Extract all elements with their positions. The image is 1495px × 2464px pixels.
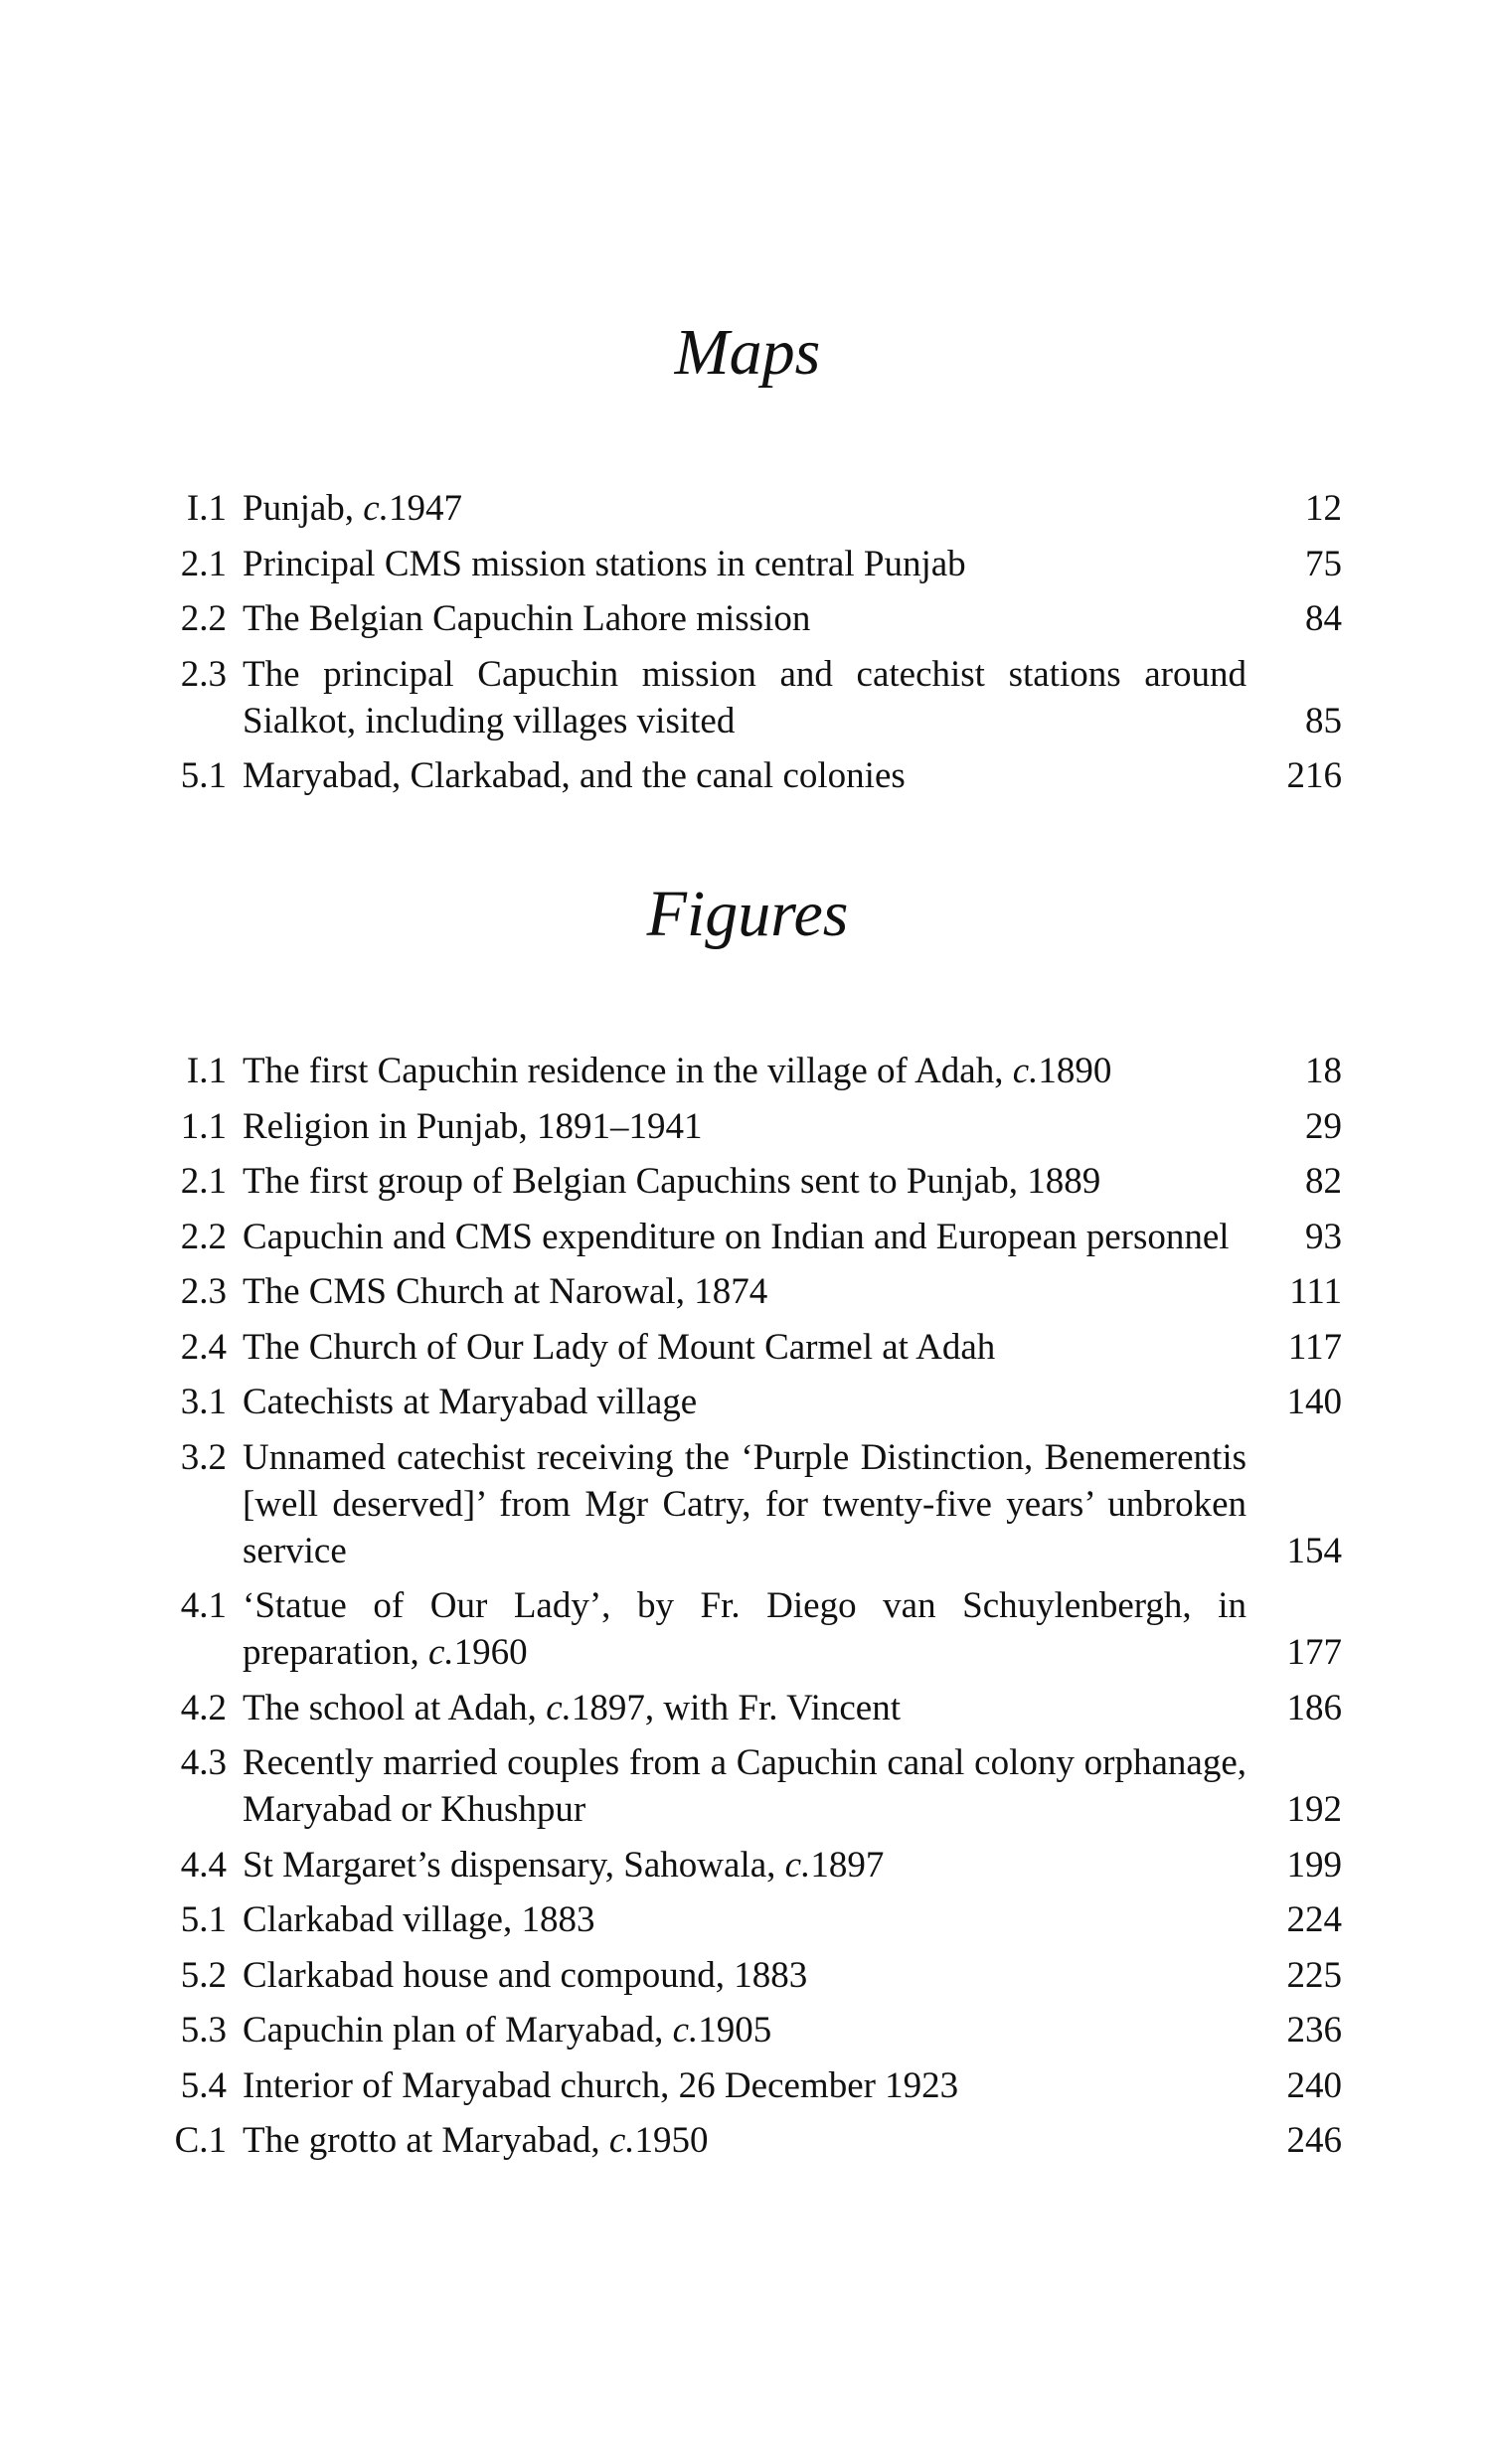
entry-page-number: 18 (1305, 1051, 1342, 1091)
figures-heading: Figures (646, 878, 849, 950)
entry-title-suffix: 1897 (810, 1844, 885, 1886)
entry-number: 2.3 (180, 1271, 227, 1312)
figures-entry (159, 1842, 1342, 1889)
entry-page-number: 177 (1286, 1632, 1342, 1673)
entry-page-number: 216 (1286, 755, 1342, 796)
entry-title (243, 1685, 1246, 1731)
entry-title (243, 651, 1246, 744)
entry-title-text: Principal CMS mission stations in central Punjab (243, 543, 966, 584)
entry-page-number: 93 (1305, 1216, 1342, 1257)
figures-entry (159, 1214, 1342, 1260)
entry-title-text: Punjab, (243, 488, 364, 529)
entry-circa: c. (608, 2120, 635, 2161)
entry-title (243, 1379, 1246, 1425)
figures-entry (159, 1434, 1342, 1574)
entry-number: 2.2 (180, 1216, 227, 1257)
entry-title (243, 1434, 1246, 1574)
entry-number: 4.1 (180, 1585, 227, 1626)
entry-page-number: 240 (1286, 2064, 1342, 2106)
maps-heading: Maps (674, 316, 821, 389)
entry-page-number: 29 (1305, 1105, 1342, 1147)
entry-title (243, 1739, 1246, 1833)
entry-number: 4.2 (180, 1687, 227, 1728)
entry-circa: c. (427, 1632, 454, 1673)
entry-page-number: 225 (1286, 1954, 1342, 1996)
figures-entry (159, 1952, 1342, 1999)
entry-title-text: Clarkabad house and compound, 1883 (243, 1954, 808, 1996)
entry-number: 2.1 (180, 543, 227, 584)
entry-page-number: 199 (1286, 1844, 1342, 1886)
maps-entry (159, 541, 1342, 587)
entry-title (243, 595, 1246, 642)
entry-title (243, 1582, 1246, 1676)
entry-title (243, 1324, 1246, 1371)
entry-title-text: The first group of Belgian Capuchins sent to Punjab, 1889 (243, 1161, 1101, 1202)
figures-entry (159, 1739, 1342, 1833)
entry-page-number: 12 (1305, 488, 1342, 529)
figures-entry (159, 1268, 1342, 1315)
entry-title (243, 1268, 1246, 1315)
entry-page-number: 246 (1286, 2120, 1342, 2161)
figures-entry (159, 1582, 1342, 1676)
figures-entry (159, 1103, 1342, 1150)
entry-title-text: ‘Statue of Our Lady’, by Fr. Diego van Schuylenbergh, in preparation, (243, 1585, 1246, 1673)
entry-title-text: The first Capuchin residence in the village of Adah, (243, 1051, 1013, 1091)
entry-title-text: Catechists at Maryabad village (243, 1382, 698, 1422)
figures-entry (159, 1158, 1342, 1205)
entry-number: 2.4 (180, 1326, 227, 1368)
entry-page-number: 75 (1305, 543, 1342, 584)
entry-title (243, 1896, 1246, 1943)
entry-circa: c. (784, 1844, 811, 1886)
maps-list (159, 485, 1342, 808)
entry-title (243, 752, 1246, 799)
figures-list (159, 1048, 1342, 2173)
entry-page-number: 117 (1287, 1326, 1342, 1368)
entry-title (243, 1103, 1246, 1150)
entry-title-suffix: 1905 (698, 2010, 772, 2051)
entry-title-text: Recently married couples from a Capuchin canal colony orphanage, Maryabad or Khushpur (243, 1742, 1246, 1830)
entry-title-text: The grotto at Maryabad, (243, 2120, 609, 2161)
entry-page-number: 192 (1286, 1789, 1342, 1830)
entry-number: 1.1 (180, 1105, 227, 1147)
entry-number: 5.1 (180, 1899, 227, 1940)
entry-number: 4.4 (180, 1844, 227, 1886)
entry-title-text: Religion in Punjab, 1891–1941 (243, 1105, 703, 1147)
figures-entry (159, 1324, 1342, 1371)
entry-title-text: Clarkabad village, 1883 (243, 1899, 595, 1940)
entry-title-text: Capuchin and CMS expenditure on Indian and European personnel (243, 1216, 1230, 1257)
entry-title-text: The Belgian Capuchin Lahore mission (243, 598, 811, 639)
figures-entry (159, 1048, 1342, 1094)
entry-circa: c. (1012, 1051, 1039, 1091)
entry-title-suffix: 1950 (634, 2120, 709, 2161)
entry-title (243, 1842, 1246, 1889)
entry-circa: c. (672, 2010, 699, 2051)
entry-page-number: 186 (1286, 1687, 1342, 1728)
entry-number: 5.2 (180, 1954, 227, 1996)
figures-entry (159, 2007, 1342, 2053)
entry-page-number: 154 (1286, 1530, 1342, 1571)
entry-page-number: 111 (1289, 1271, 1342, 1312)
entry-page-number: 84 (1305, 598, 1342, 639)
maps-entry (159, 651, 1342, 744)
maps-entry (159, 752, 1342, 799)
entry-title (243, 1158, 1246, 1205)
entry-number: I.1 (186, 488, 227, 529)
entry-circa: c. (363, 488, 389, 529)
figures-entry (159, 2062, 1342, 2109)
maps-entry (159, 485, 1342, 532)
entry-title-text: The CMS Church at Narowal, 1874 (243, 1271, 768, 1312)
figures-entry (159, 1379, 1342, 1425)
entry-title-suffix: 1897, with Fr. Vincent (571, 1687, 901, 1728)
entry-number: 5.1 (180, 755, 227, 796)
entry-title-text: St Margaret’s dispensary, Sahowala, (243, 1844, 785, 1886)
figures-entry (159, 1685, 1342, 1731)
entry-number: 2.3 (180, 653, 227, 695)
entry-number: 5.4 (180, 2064, 227, 2106)
entry-title-text: Maryabad, Clarkabad, and the canal colonies (243, 755, 906, 796)
entry-title (243, 1048, 1246, 1094)
entry-title-suffix: 1960 (453, 1632, 528, 1673)
entry-number: I.1 (186, 1051, 227, 1091)
entry-page-number: 140 (1286, 1382, 1342, 1422)
entry-number: 3.1 (180, 1382, 227, 1422)
entry-page-number: 236 (1286, 2010, 1342, 2051)
maps-entry (159, 595, 1342, 642)
entry-page-number: 85 (1305, 700, 1342, 741)
entry-title (243, 2117, 1246, 2164)
entry-title (243, 485, 1246, 532)
entry-number: 2.2 (180, 598, 227, 639)
figures-entry (159, 2117, 1342, 2164)
entry-title-text: The school at Adah, (243, 1687, 547, 1728)
entry-title-text: Unnamed catechist receiving the ‘Purple Distinction, Benemerentis [well deserved]’ from Mgr Catry, for twenty-five years’ unbroken service (243, 1436, 1246, 1571)
entry-title (243, 1952, 1246, 1999)
entry-number: 4.3 (180, 1742, 227, 1783)
entry-number: 2.1 (180, 1161, 227, 1202)
entry-title-text: Capuchin plan of Maryabad, (243, 2010, 673, 2051)
entry-title (243, 2007, 1246, 2053)
entry-title-suffix: 1947 (388, 488, 462, 529)
figures-entry (159, 1896, 1342, 1943)
entry-title-text: The Church of Our Lady of Mount Carmel at Adah (243, 1326, 996, 1368)
entry-title (243, 2062, 1246, 2109)
entry-page-number: 224 (1286, 1899, 1342, 1940)
entry-circa: c. (546, 1687, 572, 1728)
entry-number: C.1 (174, 2120, 227, 2161)
entry-number: 3.2 (180, 1436, 227, 1478)
entry-page-number: 82 (1305, 1161, 1342, 1202)
entry-title (243, 1214, 1246, 1260)
entry-title-suffix: 1890 (1038, 1051, 1112, 1091)
entry-title (243, 541, 1246, 587)
entry-number: 5.3 (180, 2010, 227, 2051)
entry-title-text: Interior of Maryabad church, 26 December 1923 (243, 2064, 959, 2106)
entry-title-text: The principal Capuchin mission and catechist stations around Sialkot, including villages visited (243, 653, 1246, 741)
